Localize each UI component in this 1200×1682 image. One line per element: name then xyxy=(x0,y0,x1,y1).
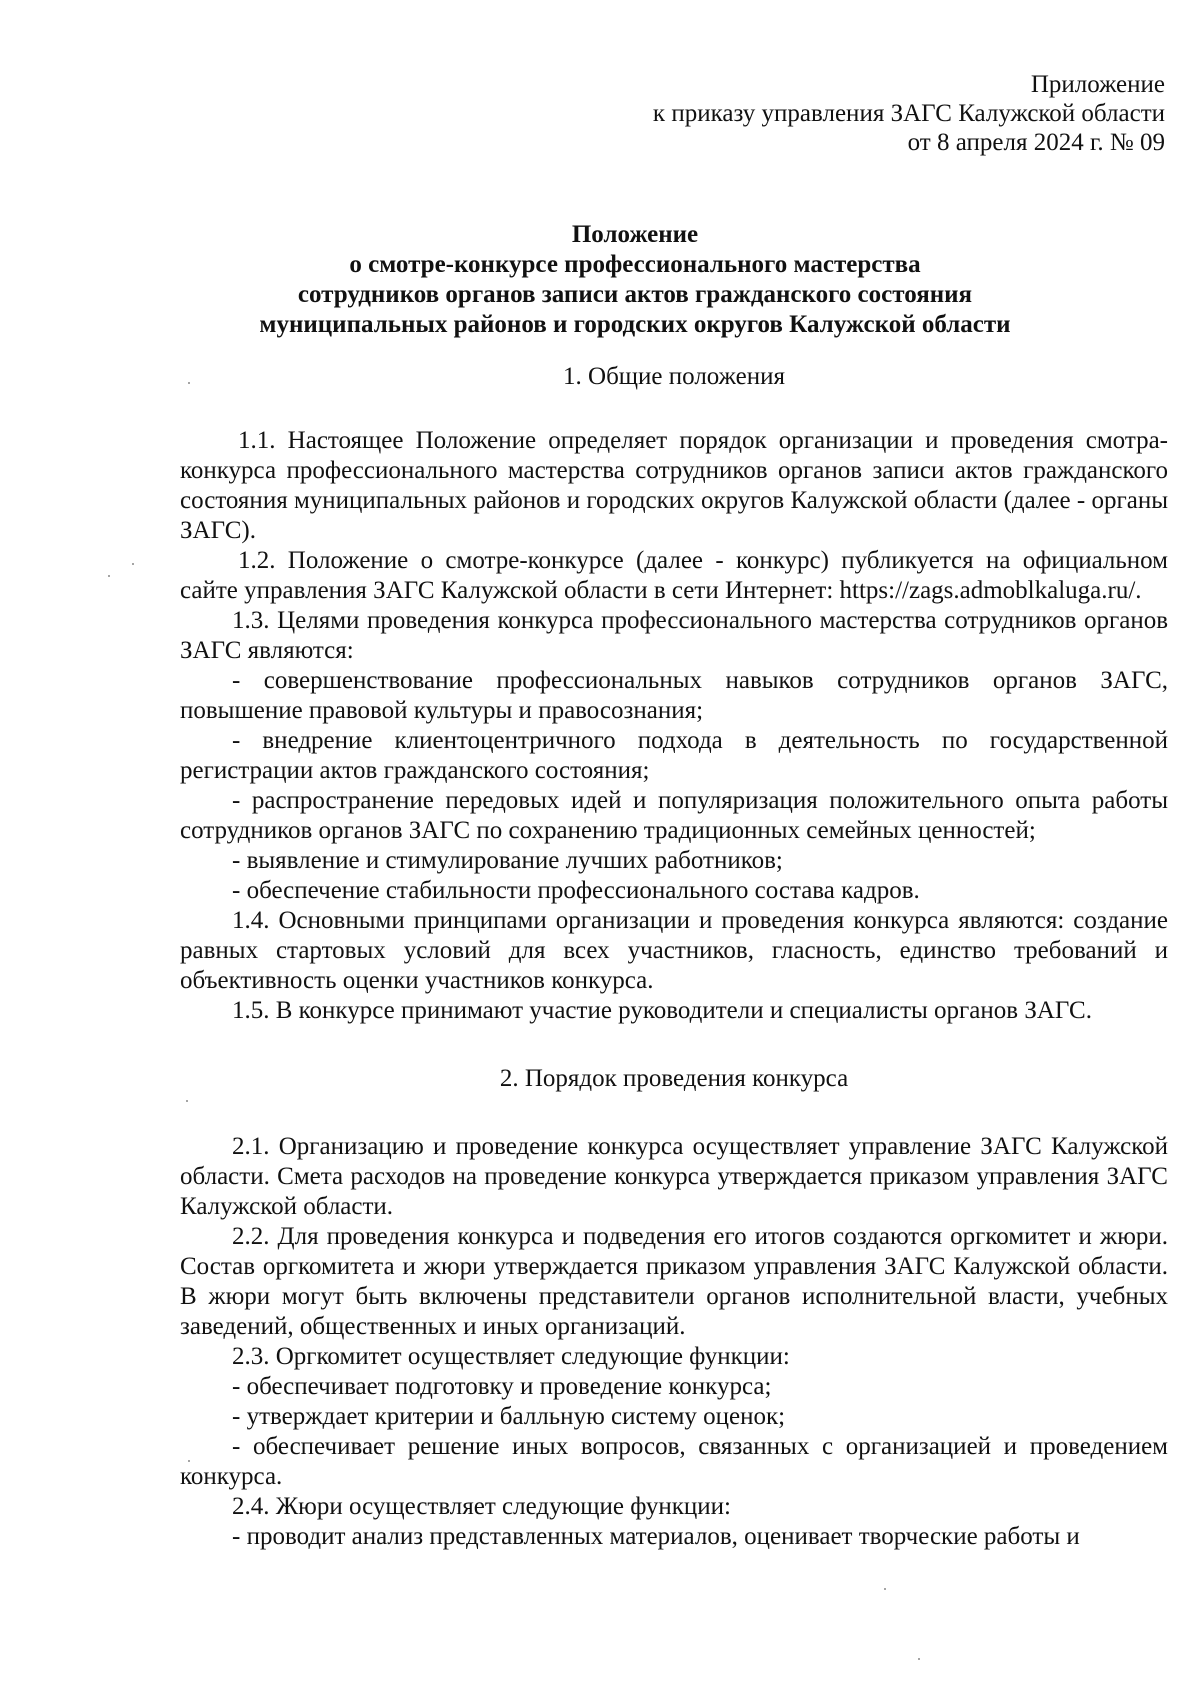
jury-function: - проводит анализ представленных материалов, оценивает творческие работы и xyxy=(232,1523,1080,1550)
goal-item: - обеспечение стабильности профессионального состава кадров. xyxy=(232,877,920,904)
paragraph-2-4: 2.4. Жюри осуществляет следующие функции: xyxy=(232,1493,731,1520)
paragraph-1-2: 1.2. Положение о смотре-конкурсе (далее - конкурс) публикуется на официальном сайте управления ЗАГС Калужской области в сети Интернет: https://zags.admoblkaluga.ru/. xyxy=(180,547,1168,604)
title-line-1: Положение xyxy=(571,221,699,248)
scan-speck xyxy=(186,1100,188,1102)
paragraph-2-1: 2.1. Организацию и проведение конкурса осуществляет управление ЗАГС Калужской области. Смета расходов на проведение конкурса утверждается приказом управления ЗАГС Калужской области. xyxy=(180,1133,1168,1220)
paragraph-2-3: 2.3. Оргкомитет осуществляет следующие функции: xyxy=(232,1343,790,1370)
appendix-label: Приложение xyxy=(1030,71,1165,98)
scan-speck xyxy=(188,1460,190,1462)
scan-speck xyxy=(132,563,134,565)
document-title xyxy=(180,220,1090,340)
scan-speck xyxy=(188,382,190,384)
order-reference: к приказу управления ЗАГС Калужской области xyxy=(652,100,1165,127)
orgcommittee-function: - обеспечивает решение иных вопросов, связанных с организацией и проведением конкурса. xyxy=(180,1433,1168,1490)
order-date-number: от 8 апреля 2024 г. № 09 xyxy=(907,129,1165,156)
paragraph-2-2: 2.2. Для проведения конкурса и подведения его итогов создаются оргкомитет и жюри. Состав оргкомитета и жюри утверждается приказом управления ЗАГС Калужской области. В жюри могут быть включены представители органов исполнительной власти, учебных заведений, общественных и иных организаций. xyxy=(180,1223,1168,1340)
document-body xyxy=(180,362,1168,1552)
scan-speck xyxy=(108,575,110,577)
title-line-4: муниципальных районов и городских округов Калужской области xyxy=(259,311,1011,338)
paragraph-1-5: 1.5. В конкурсе принимают участие руководители и специалисты органов ЗАГС. xyxy=(232,997,1092,1024)
section-1-heading: 1. Общие положения xyxy=(563,363,785,390)
paragraph-1-3: 1.3. Целями проведения конкурса профессионального мастерства сотрудников органов ЗАГС являются: xyxy=(180,607,1168,664)
appendix-header xyxy=(653,70,1165,157)
goal-item: - совершенствование профессиональных навыков сотрудников органов ЗАГС, повышение правовой культуры и правосознания; xyxy=(180,667,1168,724)
paragraph-1-4: 1.4. Основными принципами организации и проведения конкурса являются: создание равных стартовых условий для всех участников, гласность, единство требований и объективность оценки участников конкурса. xyxy=(180,907,1168,994)
title-line-2: о смотре-конкурсе профессионального мастерства xyxy=(349,251,921,278)
section-2-heading: 2. Порядок проведения конкурса xyxy=(499,1065,849,1092)
orgcommittee-function: - обеспечивает подготовку и проведение конкурса; xyxy=(232,1373,772,1400)
scan-speck xyxy=(918,1658,920,1660)
orgcommittee-function: - утверждает критерии и балльную систему оценок; xyxy=(232,1403,786,1430)
title-line-3: сотрудников органов записи актов гражданского состояния xyxy=(297,281,973,308)
goal-item: - распространение передовых идей и популяризация положительного опыта работы сотрудников органов ЗАГС по сохранению традиционных семейных ценностей; xyxy=(180,787,1168,844)
goal-item: - выявление и стимулирование лучших работников; xyxy=(232,847,783,874)
paragraph-1-1: 1.1. Настоящее Положение определяет порядок организации и проведения смотра-конкурса профессионального мастерства сотрудников органов записи актов гражданского состояния муниципальных районов и городских округов Калужской области (далее - органы ЗАГС). xyxy=(180,427,1168,544)
scan-speck xyxy=(884,1588,886,1590)
goal-item: - внедрение клиентоцентричного подхода в деятельность по государственной регистрации актов гражданского состояния; xyxy=(180,727,1168,784)
